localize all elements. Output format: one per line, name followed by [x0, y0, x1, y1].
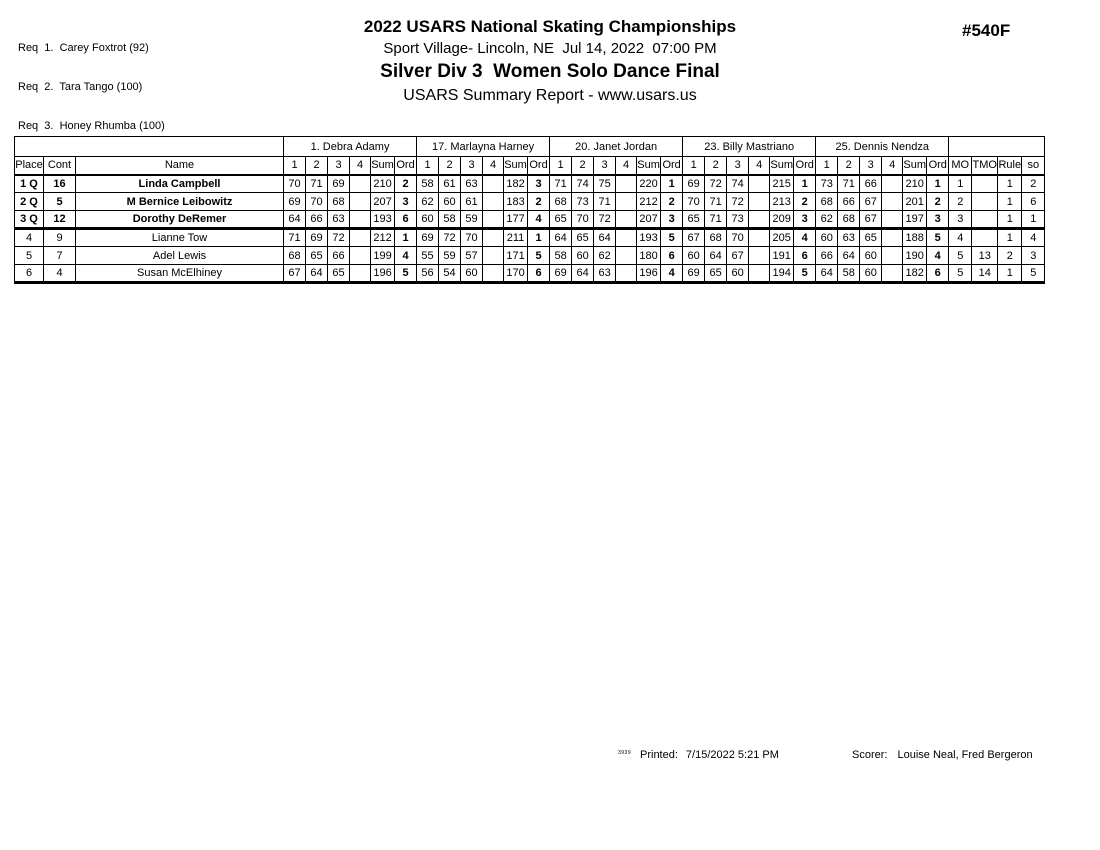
trial-score-cell: 62	[417, 193, 439, 211]
trial-score-cell	[350, 265, 371, 283]
tmo-cell: 13	[972, 247, 998, 265]
trial-score-cell: 71	[594, 193, 616, 211]
trial-score-cell: 65	[705, 265, 727, 283]
trial-score-cell: 68	[328, 193, 350, 211]
trial-score-cell	[350, 193, 371, 211]
trial-score-cell: 59	[439, 247, 461, 265]
judge-sub-header-ord: Ord	[395, 157, 417, 175]
skater-name-cell: Dorothy DeRemer	[76, 211, 284, 229]
trial-score-cell: 64	[284, 211, 306, 229]
sum-cell: 212	[637, 193, 661, 211]
ordinal-cell: 4	[661, 265, 683, 283]
judge-sub-header-2: 2	[439, 157, 461, 175]
trial-score-cell: 71	[838, 175, 860, 193]
title-block	[0, 17, 1100, 105]
ordinal-cell: 3	[528, 175, 550, 193]
trial-score-cell: 73	[572, 193, 594, 211]
trial-score-cell	[749, 265, 770, 283]
trial-score-cell	[350, 247, 371, 265]
so-cell: 4	[1022, 229, 1045, 247]
judge-header-1: 1. Debra Adamy	[284, 137, 417, 157]
trial-score-cell	[749, 193, 770, 211]
ordinal-cell: 2	[661, 193, 683, 211]
trial-score-cell: 69	[306, 229, 328, 247]
sum-cell: 196	[637, 265, 661, 283]
so-header: so	[1022, 157, 1045, 175]
rule-cell: 1	[998, 211, 1022, 229]
place-cell: 4	[15, 229, 44, 247]
name-header: Name	[76, 157, 284, 175]
trial-score-cell	[350, 229, 371, 247]
trial-score-cell: 70	[683, 193, 705, 211]
skater-row	[15, 211, 1045, 229]
sum-cell: 210	[371, 175, 395, 193]
scorer-label: Scorer:	[852, 749, 888, 761]
judge-sub-header-3: 3	[594, 157, 616, 175]
so-cell: 3	[1022, 247, 1045, 265]
sum-cell: 193	[371, 211, 395, 229]
skater-row	[15, 193, 1045, 211]
trial-score-cell: 60	[727, 265, 749, 283]
requirement-line-3: Req 3. Honey Rhumba (100)	[18, 120, 165, 132]
trial-score-cell: 66	[306, 211, 328, 229]
trial-score-cell: 60	[683, 247, 705, 265]
trial-score-cell: 58	[838, 265, 860, 283]
trial-score-cell	[616, 265, 637, 283]
ordinal-cell: 1	[528, 229, 550, 247]
results-table	[14, 136, 1045, 284]
trial-score-cell: 61	[461, 193, 483, 211]
tmo-cell	[972, 211, 998, 229]
ordinal-cell: 6	[927, 265, 949, 283]
ordinal-cell: 2	[794, 193, 816, 211]
judge-header-2: 17. Marlayna Harney	[417, 137, 550, 157]
trial-score-cell	[882, 247, 903, 265]
skater-name-cell: Susan McElhiney	[76, 265, 284, 283]
ordinal-cell: 1	[395, 229, 417, 247]
rule-cell: 2	[998, 247, 1022, 265]
trial-score-cell: 70	[284, 175, 306, 193]
trial-score-cell: 69	[683, 265, 705, 283]
skater-name-cell: Linda Campbell	[76, 175, 284, 193]
place-cell: 2 Q	[15, 193, 44, 211]
sum-cell: 215	[770, 175, 794, 193]
so-cell: 6	[1022, 193, 1045, 211]
trial-score-cell: 71	[705, 193, 727, 211]
trial-score-cell: 63	[461, 175, 483, 193]
sum-cell: 213	[770, 193, 794, 211]
judge-sub-header-4: 4	[616, 157, 637, 175]
contestant-number-cell: 12	[44, 211, 76, 229]
trial-score-cell	[749, 229, 770, 247]
ordinal-cell: 4	[528, 211, 550, 229]
trial-score-cell: 71	[705, 211, 727, 229]
trial-score-cell: 71	[306, 175, 328, 193]
trial-score-cell: 70	[572, 211, 594, 229]
trial-score-cell: 73	[727, 211, 749, 229]
judge-sub-header-4: 4	[350, 157, 371, 175]
trial-score-cell: 54	[439, 265, 461, 283]
ordinal-cell: 5	[395, 265, 417, 283]
trial-score-cell: 68	[838, 211, 860, 229]
skater-name-cell: Lianne Tow	[76, 229, 284, 247]
trial-score-cell: 68	[550, 193, 572, 211]
trial-score-cell	[749, 211, 770, 229]
sum-cell: 207	[371, 193, 395, 211]
sum-cell: 193	[637, 229, 661, 247]
ordinal-cell: 6	[395, 211, 417, 229]
judge-sub-header-4: 4	[882, 157, 903, 175]
trial-score-cell	[483, 175, 504, 193]
judge-sub-header-2: 2	[572, 157, 594, 175]
sum-cell: 209	[770, 211, 794, 229]
trial-score-cell	[749, 175, 770, 193]
judge-sub-header-2: 2	[306, 157, 328, 175]
trial-score-cell: 61	[439, 175, 461, 193]
judge-sub-header-1: 1	[284, 157, 306, 175]
judge-sub-header-2: 2	[705, 157, 727, 175]
trial-score-cell	[749, 247, 770, 265]
trial-score-cell: 72	[328, 229, 350, 247]
version-stamp: 3939	[618, 750, 632, 756]
judge-sub-header-ord: Ord	[794, 157, 816, 175]
so-cell: 1	[1022, 211, 1045, 229]
trial-score-cell: 74	[727, 175, 749, 193]
trial-score-cell: 59	[461, 211, 483, 229]
ordinal-cell: 3	[794, 211, 816, 229]
sum-cell: 194	[770, 265, 794, 283]
tmo-cell: 14	[972, 265, 998, 283]
trial-score-cell: 65	[328, 265, 350, 283]
sum-cell: 196	[371, 265, 395, 283]
requirement-line-2: Req 2. Tara Tango (100)	[18, 81, 143, 93]
trial-score-cell: 71	[284, 229, 306, 247]
trial-score-cell: 72	[727, 193, 749, 211]
cont-header: Cont	[44, 157, 76, 175]
judge-sub-header-ord: Ord	[528, 157, 550, 175]
ordinal-cell: 3	[927, 211, 949, 229]
trial-score-cell: 60	[860, 247, 882, 265]
sum-cell: 170	[504, 265, 528, 283]
so-cell: 2	[1022, 175, 1045, 193]
trial-score-cell	[616, 175, 637, 193]
ordinal-cell: 4	[395, 247, 417, 265]
trial-score-cell: 65	[683, 211, 705, 229]
ordinal-cell: 5	[927, 229, 949, 247]
trial-score-cell	[616, 193, 637, 211]
tmo-header: TMO	[972, 157, 998, 175]
sum-cell: 201	[903, 193, 927, 211]
ordinal-cell: 3	[661, 211, 683, 229]
so-cell: 5	[1022, 265, 1045, 283]
mo-cell: 2	[949, 193, 972, 211]
judge-sub-header-sum: Sum	[903, 157, 927, 175]
skater-row	[15, 175, 1045, 193]
judge-header-5: 25. Dennis Nendza	[816, 137, 949, 157]
trial-score-cell: 66	[838, 193, 860, 211]
trial-score-cell: 67	[284, 265, 306, 283]
sum-cell: 190	[903, 247, 927, 265]
sum-cell: 188	[903, 229, 927, 247]
trial-score-cell: 64	[705, 247, 727, 265]
place-cell: 1 Q	[15, 175, 44, 193]
trial-score-cell: 60	[461, 265, 483, 283]
trial-score-cell: 64	[816, 265, 838, 283]
trial-score-cell: 70	[306, 193, 328, 211]
judge-sub-header-2: 2	[838, 157, 860, 175]
sum-cell: 212	[371, 229, 395, 247]
trial-score-cell: 69	[328, 175, 350, 193]
trial-score-cell	[882, 175, 903, 193]
trial-score-cell: 72	[705, 175, 727, 193]
trial-score-cell: 75	[594, 175, 616, 193]
trial-score-cell: 64	[594, 229, 616, 247]
judge-sub-header-ord: Ord	[661, 157, 683, 175]
sum-cell: 171	[504, 247, 528, 265]
trial-score-cell: 69	[550, 265, 572, 283]
sum-cell: 210	[903, 175, 927, 193]
trial-score-cell: 64	[306, 265, 328, 283]
sum-cell: 197	[903, 211, 927, 229]
judge-sub-header-sum: Sum	[637, 157, 661, 175]
trial-score-cell: 71	[550, 175, 572, 193]
trial-score-cell	[616, 211, 637, 229]
judge-sub-header-sum: Sum	[371, 157, 395, 175]
trial-score-cell	[483, 193, 504, 211]
judge-sub-header-4: 4	[749, 157, 770, 175]
skater-name-cell: M Bernice Leibowitz	[76, 193, 284, 211]
ordinal-cell: 2	[927, 193, 949, 211]
tmo-cell	[972, 193, 998, 211]
requirement-line-1: Req 1. Carey Foxtrot (92)	[18, 42, 149, 54]
trial-score-cell: 60	[417, 211, 439, 229]
sum-cell: 177	[504, 211, 528, 229]
trial-score-cell: 69	[417, 229, 439, 247]
judge-sub-header-sum: Sum	[770, 157, 794, 175]
ordinal-cell: 1	[794, 175, 816, 193]
trial-score-cell	[616, 247, 637, 265]
judge-sub-header-4: 4	[483, 157, 504, 175]
judge-sub-header-3: 3	[328, 157, 350, 175]
trial-score-cell: 66	[860, 175, 882, 193]
mo-cell: 5	[949, 247, 972, 265]
place-cell: 6	[15, 265, 44, 283]
ordinal-cell: 5	[528, 247, 550, 265]
report-subtitle: USARS Summary Report - www.usars.us	[403, 86, 697, 104]
trial-score-cell: 67	[683, 229, 705, 247]
judge-sub-header-ord: Ord	[927, 157, 949, 175]
trial-score-cell	[350, 211, 371, 229]
spacer-cell	[15, 137, 284, 157]
sum-cell: 207	[637, 211, 661, 229]
scorer-line	[852, 749, 1033, 761]
trial-score-cell: 67	[860, 193, 882, 211]
trial-score-cell: 60	[816, 229, 838, 247]
place-header: Place	[15, 157, 44, 175]
trial-score-cell: 62	[594, 247, 616, 265]
trial-score-cell: 57	[461, 247, 483, 265]
mo-cell: 4	[949, 229, 972, 247]
trial-score-cell: 64	[838, 247, 860, 265]
trial-score-cell: 70	[461, 229, 483, 247]
tmo-cell	[972, 229, 998, 247]
sum-cell: 180	[637, 247, 661, 265]
ordinal-cell: 1	[927, 175, 949, 193]
spacer-cell	[949, 137, 1045, 157]
rule-cell: 1	[998, 193, 1022, 211]
event-number: #540F	[962, 21, 1011, 40]
mo-cell: 3	[949, 211, 972, 229]
sum-cell: 220	[637, 175, 661, 193]
sum-cell: 182	[504, 175, 528, 193]
contestant-number-cell: 9	[44, 229, 76, 247]
trial-score-cell: 68	[705, 229, 727, 247]
trial-score-cell: 60	[439, 193, 461, 211]
trial-score-cell: 67	[860, 211, 882, 229]
printed-line	[640, 749, 779, 761]
trial-score-cell: 63	[328, 211, 350, 229]
venue-date-line: Sport Village- Lincoln, NE Jul 14, 2022 07:00 PM	[383, 39, 717, 57]
ordinal-cell: 6	[528, 265, 550, 283]
trial-score-cell	[882, 193, 903, 211]
trial-score-cell: 58	[550, 247, 572, 265]
contestant-number-cell: 4	[44, 265, 76, 283]
trial-score-cell: 72	[594, 211, 616, 229]
trial-score-cell: 68	[284, 247, 306, 265]
trial-score-cell	[616, 229, 637, 247]
place-cell: 3 Q	[15, 211, 44, 229]
trial-score-cell	[882, 229, 903, 247]
ordinal-cell: 4	[927, 247, 949, 265]
contestant-number-cell: 5	[44, 193, 76, 211]
place-cell: 5	[15, 247, 44, 265]
event-title: Silver Div 3 Women Solo Dance Final	[380, 60, 720, 82]
judge-sub-header-1: 1	[816, 157, 838, 175]
trial-score-cell	[483, 211, 504, 229]
printed-label: Printed:	[640, 749, 678, 761]
mo-header: MO	[949, 157, 972, 175]
ordinal-cell: 2	[528, 193, 550, 211]
skater-row	[15, 265, 1045, 283]
trial-score-cell: 65	[860, 229, 882, 247]
trial-score-cell: 70	[727, 229, 749, 247]
trial-score-cell: 65	[550, 211, 572, 229]
ordinal-cell: 3	[395, 193, 417, 211]
ordinal-cell: 5	[661, 229, 683, 247]
trial-score-cell	[882, 211, 903, 229]
trial-score-cell	[350, 175, 371, 193]
skater-row	[15, 247, 1045, 265]
judge-header-3: 20. Janet Jordan	[550, 137, 683, 157]
trial-score-cell: 67	[727, 247, 749, 265]
rule-cell: 1	[998, 265, 1022, 283]
trial-score-cell: 69	[683, 175, 705, 193]
printed-value: 7/15/2022 5:21 PM	[685, 749, 779, 761]
trial-score-cell: 66	[328, 247, 350, 265]
sum-cell: 211	[504, 229, 528, 247]
trial-score-cell: 64	[550, 229, 572, 247]
ordinal-cell: 4	[794, 229, 816, 247]
rule-cell: 1	[998, 229, 1022, 247]
trial-score-cell: 64	[572, 265, 594, 283]
trial-score-cell	[882, 265, 903, 283]
skater-name-cell: Adel Lewis	[76, 247, 284, 265]
judge-sub-header-3: 3	[860, 157, 882, 175]
trial-score-cell: 73	[816, 175, 838, 193]
trial-score-cell: 63	[594, 265, 616, 283]
judge-sub-header-1: 1	[550, 157, 572, 175]
sum-cell: 182	[903, 265, 927, 283]
trial-score-cell: 62	[816, 211, 838, 229]
contestant-number-cell: 16	[44, 175, 76, 193]
judge-header-4: 23. Billy Mastriano	[683, 137, 816, 157]
trial-score-cell: 58	[439, 211, 461, 229]
rule-cell: 1	[998, 175, 1022, 193]
trial-score-cell: 65	[306, 247, 328, 265]
sum-cell: 199	[371, 247, 395, 265]
judge-header-row	[15, 137, 1045, 157]
trial-score-cell: 69	[284, 193, 306, 211]
trial-score-cell: 66	[816, 247, 838, 265]
mo-cell: 5	[949, 265, 972, 283]
judge-sub-header-1: 1	[417, 157, 439, 175]
trial-score-cell: 55	[417, 247, 439, 265]
ordinal-cell: 5	[794, 265, 816, 283]
skater-row	[15, 229, 1045, 247]
sum-cell: 191	[770, 247, 794, 265]
mo-cell: 1	[949, 175, 972, 193]
sum-cell: 205	[770, 229, 794, 247]
trial-score-cell	[483, 229, 504, 247]
ordinal-cell: 6	[794, 247, 816, 265]
rule-header: Rule	[998, 157, 1022, 175]
judge-sub-header-3: 3	[461, 157, 483, 175]
trial-score-cell	[483, 247, 504, 265]
trial-score-cell: 72	[439, 229, 461, 247]
trial-score-cell: 60	[572, 247, 594, 265]
scorer-value: Louise Neal, Fred Bergeron	[897, 749, 1033, 761]
trial-score-cell: 56	[417, 265, 439, 283]
trial-score-cell: 60	[860, 265, 882, 283]
ordinal-cell: 1	[661, 175, 683, 193]
trial-score-cell: 65	[572, 229, 594, 247]
column-header-row	[15, 157, 1045, 175]
judge-sub-header-3: 3	[727, 157, 749, 175]
trial-score-cell: 63	[838, 229, 860, 247]
championship-title: 2022 USARS National Skating Championships	[363, 17, 737, 36]
trial-score-cell: 68	[816, 193, 838, 211]
ordinal-cell: 6	[661, 247, 683, 265]
tmo-cell	[972, 175, 998, 193]
trial-score-cell: 58	[417, 175, 439, 193]
contestant-number-cell: 7	[44, 247, 76, 265]
trial-score-cell	[483, 265, 504, 283]
judge-sub-header-sum: Sum	[504, 157, 528, 175]
judge-sub-header-1: 1	[683, 157, 705, 175]
sum-cell: 183	[504, 193, 528, 211]
ordinal-cell: 2	[395, 175, 417, 193]
trial-score-cell: 74	[572, 175, 594, 193]
